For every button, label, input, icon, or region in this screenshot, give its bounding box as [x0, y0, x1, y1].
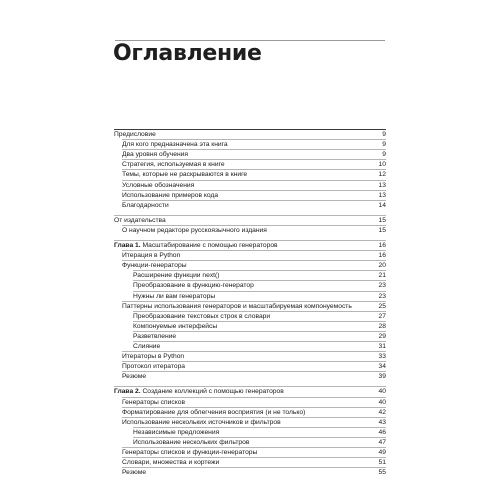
toc-page-number: 23: [378, 282, 386, 290]
toc-page-number: 21: [378, 272, 386, 280]
toc-page-number: 15: [378, 216, 386, 224]
toc-entry[interactable]: [122, 371, 386, 382]
toc-entry-title: Функции-генераторы: [122, 262, 187, 270]
toc-entry-title: О научном редакторе русскоязычного издания: [122, 226, 267, 234]
toc-entry-title: Масштабирование с помощью генераторов: [142, 242, 278, 249]
toc-entry-title: Нужны ли вам генераторы: [133, 292, 216, 300]
toc-entry-title: Темы, которые не раскрываются в книге: [122, 171, 248, 179]
toc-page-number: 20: [378, 262, 386, 270]
toc-page-number: 15: [378, 226, 386, 234]
page-title: Оглавление: [113, 41, 262, 66]
toc-entry-title: Резюме: [122, 469, 147, 477]
toc-page-number: 25: [378, 302, 386, 310]
toc-page-number: 55: [378, 469, 386, 477]
toc-entry-title: Генераторы списков и функции-генераторы: [122, 449, 258, 456]
toc-entry-title: Итерация в Python: [122, 252, 181, 260]
toc-page-number: 43: [378, 418, 386, 426]
toc-page-number: 51: [378, 459, 386, 467]
toc-page-number: 14: [378, 201, 386, 209]
toc-page-number: 9: [382, 141, 386, 149]
toc-entry-title: Форматирование для облегчения восприятия (и не только): [122, 408, 306, 416]
toc-entry-title: Использование примеров кода: [122, 191, 219, 199]
toc-page-number: 10: [378, 161, 386, 169]
toc-page-number: 27: [378, 312, 386, 320]
toc-entry-title: Словари, множества и кортежи: [122, 459, 220, 467]
toc-entry-title: Использование нескольких фильтров: [133, 438, 250, 446]
toc-page-number: 9: [382, 151, 386, 159]
toc-entry-title: Преобразование текстовых строк в словари: [133, 312, 271, 320]
toc-entry-title: Протокол итератора: [122, 363, 186, 371]
toc-entry-title: Слияние: [133, 343, 161, 350]
toc-entry-title: Резюме: [122, 373, 147, 381]
toc-entry-title: Для кого предназначена эта книга: [122, 141, 228, 149]
toc-page-number: 13: [378, 181, 386, 189]
toc-page-number: 42: [378, 408, 386, 416]
toc-entry-label: [122, 226, 267, 236]
toc-page-number: 16: [378, 242, 386, 249]
toc-page-number: 49: [378, 449, 386, 456]
toc-entry-title: Стратегия, используемая в книге: [122, 161, 225, 169]
toc-entry-title: Компонуемые интерфейсы: [133, 322, 218, 330]
toc-page-number: 13: [378, 191, 386, 199]
toc-page-number: 39: [378, 373, 386, 381]
toc-entry-title: Два уровня обучения: [122, 151, 189, 159]
toc-page-number: 34: [378, 363, 386, 371]
toc-entry-title: Генераторы списков: [122, 398, 186, 406]
toc-page-number: 29: [378, 332, 386, 340]
toc-entry[interactable]: [122, 200, 386, 211]
toc-entry-label: [122, 372, 146, 382]
toc-page-number: 9: [382, 131, 386, 138]
toc-entry-title: Разветвление: [133, 332, 177, 340]
toc-page-number: 28: [378, 322, 386, 330]
toc-page-number: 40: [378, 398, 386, 406]
toc-entry[interactable]: [122, 225, 386, 236]
toc-page-number: 40: [378, 388, 386, 396]
toc-page-number: 12: [378, 171, 386, 179]
toc-page-number: 23: [378, 292, 386, 300]
toc-entry-title: Паттерны использования генераторов и масштабируемая компонуемость: [122, 302, 352, 310]
toc-page-number: 33: [378, 353, 386, 361]
toc-page-number: 31: [378, 343, 386, 350]
chapter-number: Глава 1.: [114, 242, 141, 249]
toc-page-number: 46: [378, 428, 386, 436]
toc-entry-title: Преобразование в функцию-генератор: [133, 282, 254, 290]
toc-page-number: 16: [378, 252, 386, 260]
toc-entry-title: Предисловие: [114, 131, 156, 138]
toc-entry-label: [122, 468, 146, 478]
toc-entry-title: Создание коллекций с помощью генераторов: [142, 388, 284, 396]
chapter-number: Глава 2.: [114, 388, 141, 396]
toc-entry-title: От издательства: [114, 216, 166, 224]
toc-entry-title: Условные обозначения: [122, 181, 195, 189]
toc-entry-title: Использование нескольких источников и фильтров: [122, 418, 281, 426]
toc-entry-title: Благодарности: [122, 201, 169, 209]
toc-entry-title: Расширение функции next(): [133, 272, 220, 280]
toc-page-number: 47: [378, 438, 386, 446]
toc-entry[interactable]: [122, 467, 386, 478]
toc-entry-title: Итераторы в Python: [122, 353, 185, 361]
toc-entry-title: Независимые предложения: [133, 428, 220, 436]
toc-entry-label: [122, 201, 169, 211]
